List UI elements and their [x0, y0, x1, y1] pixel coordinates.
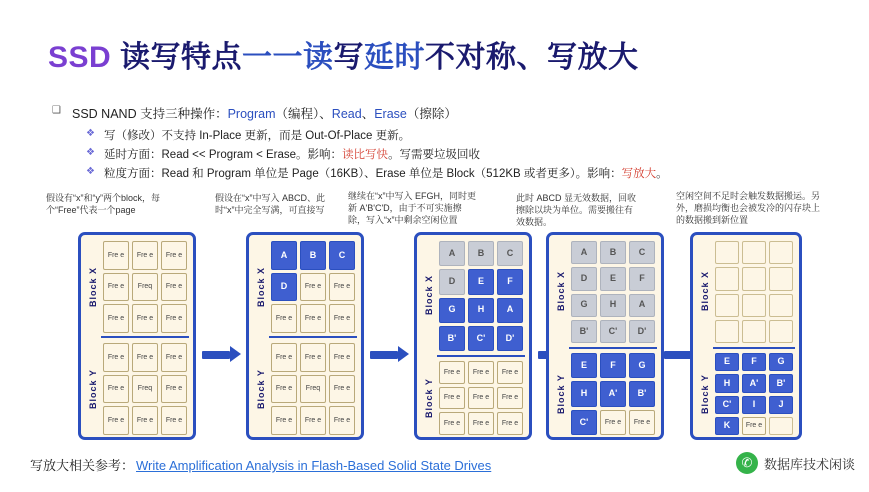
page-cell: H: [600, 294, 626, 317]
sep-1: 、: [319, 107, 332, 121]
bullet-line-2: [86, 127, 812, 143]
page-cell: G: [769, 353, 793, 371]
diamond-bullet-icon: ❖: [86, 128, 95, 139]
block-x-label: Block X: [700, 271, 710, 312]
block-x-label: Block X: [556, 271, 566, 312]
page-cell: B: [600, 241, 626, 264]
page-cell: K: [715, 417, 739, 435]
page-cell: Fre e: [497, 361, 523, 384]
page-cell: Fre e: [300, 343, 326, 372]
block-x-grid-4: [571, 241, 655, 343]
page-cell: F: [742, 353, 766, 371]
page-cell: C: [497, 241, 523, 266]
caption-step-4: 此时 ABCD 显无效数据，回收擦除以块为单位。需要搬往有效数据。: [516, 193, 637, 228]
bullet-line-3: [86, 146, 812, 162]
page-cell: Fre e: [329, 304, 355, 333]
page-cell: E: [715, 353, 739, 371]
page-cell: Fre e: [271, 406, 297, 435]
page-cell: Fre e: [439, 387, 465, 410]
bullet2-text: 写（修改）不支持 In-Place 更新，而是 Out-Of-Place 更新。: [104, 130, 411, 142]
title-part-2: 读写特点: [111, 41, 243, 74]
page-cell: G: [439, 298, 465, 323]
page-cell: C': [715, 396, 739, 414]
page-cell: Fre e: [600, 410, 626, 435]
page-cell: G: [629, 353, 655, 378]
diamond-bullet-icon: ❖: [86, 147, 95, 158]
sep-2: 、: [361, 107, 375, 121]
page-cell: A': [600, 381, 626, 406]
page-cell: [715, 320, 739, 343]
flow-arrow-2: [370, 348, 410, 358]
page-cell: B': [439, 326, 465, 351]
footer-label: 写放大相关参考：: [30, 458, 135, 473]
diagram-panel-step-4: [546, 232, 664, 440]
block-x-grid-3: [439, 241, 523, 351]
page-cell: D: [439, 269, 465, 294]
title-part-3: 一一读: [242, 41, 334, 74]
bullet3-post: 。写需要垃圾回收: [388, 149, 481, 161]
page-cell: Fre e: [161, 273, 187, 302]
page-cell: J: [769, 396, 793, 414]
diagram-panel-step-1: [78, 232, 196, 440]
page-cell: Fre e: [300, 406, 326, 435]
page-cell: Fre e: [629, 410, 655, 435]
bullet-list: [52, 104, 812, 184]
wechat-icon: ✆: [736, 452, 758, 474]
page-cell: E: [600, 267, 626, 290]
block-y-label: Block Y: [88, 369, 98, 409]
page-cell: Fre e: [161, 375, 187, 404]
page-cell: Fre e: [161, 241, 187, 270]
square-bullet-icon: ❑: [52, 105, 61, 116]
page-cell: [742, 320, 766, 343]
page-cell: [769, 241, 793, 264]
page-cell: [715, 294, 739, 317]
op-read: Read: [331, 107, 362, 121]
page-cell: Fre e: [468, 412, 494, 435]
page-cell: Fre e: [103, 406, 129, 435]
caption-step-3: 继续在“x”中写入 EFGH，同时更新 A'B'C'D，由于不可实施擦除，写入“x”中剩余空闲位置: [348, 191, 476, 226]
block-y-grid-3: [439, 361, 523, 435]
page-cell: Fre e: [497, 412, 523, 435]
page-cell: Freq: [300, 375, 326, 404]
page-cell: C': [468, 326, 494, 351]
bullet4-post: 。: [656, 168, 668, 180]
page-cell: Fre e: [497, 387, 523, 410]
page-cell: Fre e: [103, 304, 129, 333]
bullet-line-1: [52, 104, 812, 122]
page-cell: Fre e: [103, 343, 129, 372]
block-y-label: Block Y: [556, 374, 566, 414]
page-cell: Fre e: [329, 406, 355, 435]
page-cell: F: [629, 267, 655, 290]
bullet4-pre: 粒度方面：Read 和 Program 单位是 Page（16KB）、Erase 单位是 Block（512KB 或者更多）。影响：: [104, 168, 622, 180]
page-cell: B: [468, 241, 494, 266]
diamond-bullet-icon: ❖: [86, 166, 95, 177]
bullet-line-4: [86, 165, 812, 181]
flow-arrow-1: [202, 348, 242, 358]
block-y-grid-4: [571, 353, 655, 435]
page-cell: H: [715, 374, 739, 392]
block-x-grid-5: [715, 241, 793, 343]
page-cell: D': [629, 320, 655, 343]
page-cell: Fre e: [329, 343, 355, 372]
page-cell: Fre e: [271, 304, 297, 333]
block-x-label: Block X: [424, 275, 434, 316]
reference-link[interactable]: Write Amplification Analysis in Flash-Based Solid State Drives: [136, 458, 492, 473]
block-x-label: Block X: [88, 267, 98, 308]
page-cell: Fre e: [300, 304, 326, 333]
block-y-grid-5: [715, 353, 793, 435]
page-cell: H: [571, 381, 597, 406]
page-cell: D: [571, 267, 597, 290]
watermark-text: 数据库技术闲谈: [763, 456, 855, 472]
page-cell: [715, 267, 739, 290]
title-part-4: 写: [333, 41, 365, 74]
block-x-label: Block X: [256, 267, 266, 308]
op-erase-note: （擦除）: [406, 107, 457, 121]
page-cell: A: [629, 294, 655, 317]
block-y-label: Block Y: [256, 369, 266, 409]
page-cell: A': [742, 374, 766, 392]
page-cell: Fre e: [132, 304, 158, 333]
page-cell: Fre e: [103, 273, 129, 302]
page-cell: Fre e: [742, 417, 766, 435]
footer-reference: [30, 455, 491, 474]
diagram-panel-step-5: [690, 232, 802, 440]
op-program-note: （编程）: [275, 107, 320, 121]
page-cell: [769, 320, 793, 343]
page-cell: Fre e: [300, 273, 326, 302]
page-cell: H: [468, 298, 494, 323]
page-cell: B': [769, 374, 793, 392]
bullet4-highlight: 写放大: [621, 168, 657, 180]
block-x-grid-1: [103, 241, 187, 333]
page-cell: Freq: [132, 273, 158, 302]
bullet3-highlight: 读比写快: [342, 149, 389, 161]
page-cell: G: [571, 294, 597, 317]
title-part-ssd: SSD: [48, 41, 112, 74]
block-x-grid-2: [271, 241, 355, 333]
page-cell: [715, 241, 739, 264]
bullet1-pre: SSD NAND 支持三种操作：: [72, 107, 228, 121]
block-y-grid-2: [271, 343, 355, 435]
page-cell: A: [497, 298, 523, 323]
page-cell: Fre e: [103, 241, 129, 270]
op-erase: Erase: [374, 107, 407, 121]
page-cell: C: [329, 241, 355, 270]
title-part-6: 不对称、写放大: [425, 41, 639, 74]
page-cell: Fre e: [161, 406, 187, 435]
page-cell: B': [629, 381, 655, 406]
page-cell: A: [271, 241, 297, 270]
page-cell: Fre e: [161, 304, 187, 333]
page-cell: Fre e: [132, 406, 158, 435]
page-cell: A: [439, 241, 465, 266]
page-cell: [769, 417, 793, 435]
page-cell: Fre e: [468, 387, 494, 410]
page-cell: Fre e: [439, 412, 465, 435]
page-cell: C: [629, 241, 655, 264]
page-cell: E: [468, 269, 494, 294]
block-y-label: Block Y: [700, 374, 710, 414]
page-cell: C': [600, 320, 626, 343]
page-cell: Fre e: [161, 343, 187, 372]
page-cell: [742, 267, 766, 290]
page-cell: E: [571, 353, 597, 378]
page-cell: C': [571, 410, 597, 435]
page-cell: I: [742, 396, 766, 414]
page-cell: D': [497, 326, 523, 351]
caption-step-1: 假设有“x”和“y”两个block，每个“Free”代表一个page: [46, 193, 160, 216]
page-cell: Fre e: [439, 361, 465, 384]
page-cell: Fre e: [468, 361, 494, 384]
caption-step-2: 假设在“x”中写入 ABCD、此时“x”中完全写满，可直接写: [215, 193, 325, 216]
bullet3-pre: 延时方面：Read << Program < Erase。影响：: [104, 149, 343, 161]
page-cell: Fre e: [103, 375, 129, 404]
page-cell: [742, 241, 766, 264]
block-y-grid-1: [103, 343, 187, 435]
page-cell: F: [497, 269, 523, 294]
diagram-panel-step-3: [414, 232, 532, 440]
page-cell: Fre e: [329, 273, 355, 302]
page-cell: [742, 294, 766, 317]
page-cell: Fre e: [132, 343, 158, 372]
page-cell: D: [271, 273, 297, 302]
page-cell: Fre e: [271, 375, 297, 404]
diagram-panel-step-2: [246, 232, 364, 440]
page-title: [48, 32, 639, 76]
page-cell: B': [571, 320, 597, 343]
page-cell: F: [600, 353, 626, 378]
page-cell: Fre e: [132, 241, 158, 270]
page-cell: Freq: [132, 375, 158, 404]
page-cell: B: [300, 241, 326, 270]
page-cell: Fre e: [271, 343, 297, 372]
page-cell: Fre e: [329, 375, 355, 404]
title-part-5: 延时: [364, 41, 426, 74]
page-cell: [769, 267, 793, 290]
page-cell: [769, 294, 793, 317]
page-cell: A: [571, 241, 597, 264]
caption-step-5: 空闲空间不足时会触发数据搬运。另外，磨损均衡也会被发冷的闪存块上的数据搬到新位置: [676, 191, 821, 226]
watermark: [736, 452, 855, 474]
op-program: Program: [227, 107, 276, 121]
block-y-label: Block Y: [424, 378, 434, 418]
